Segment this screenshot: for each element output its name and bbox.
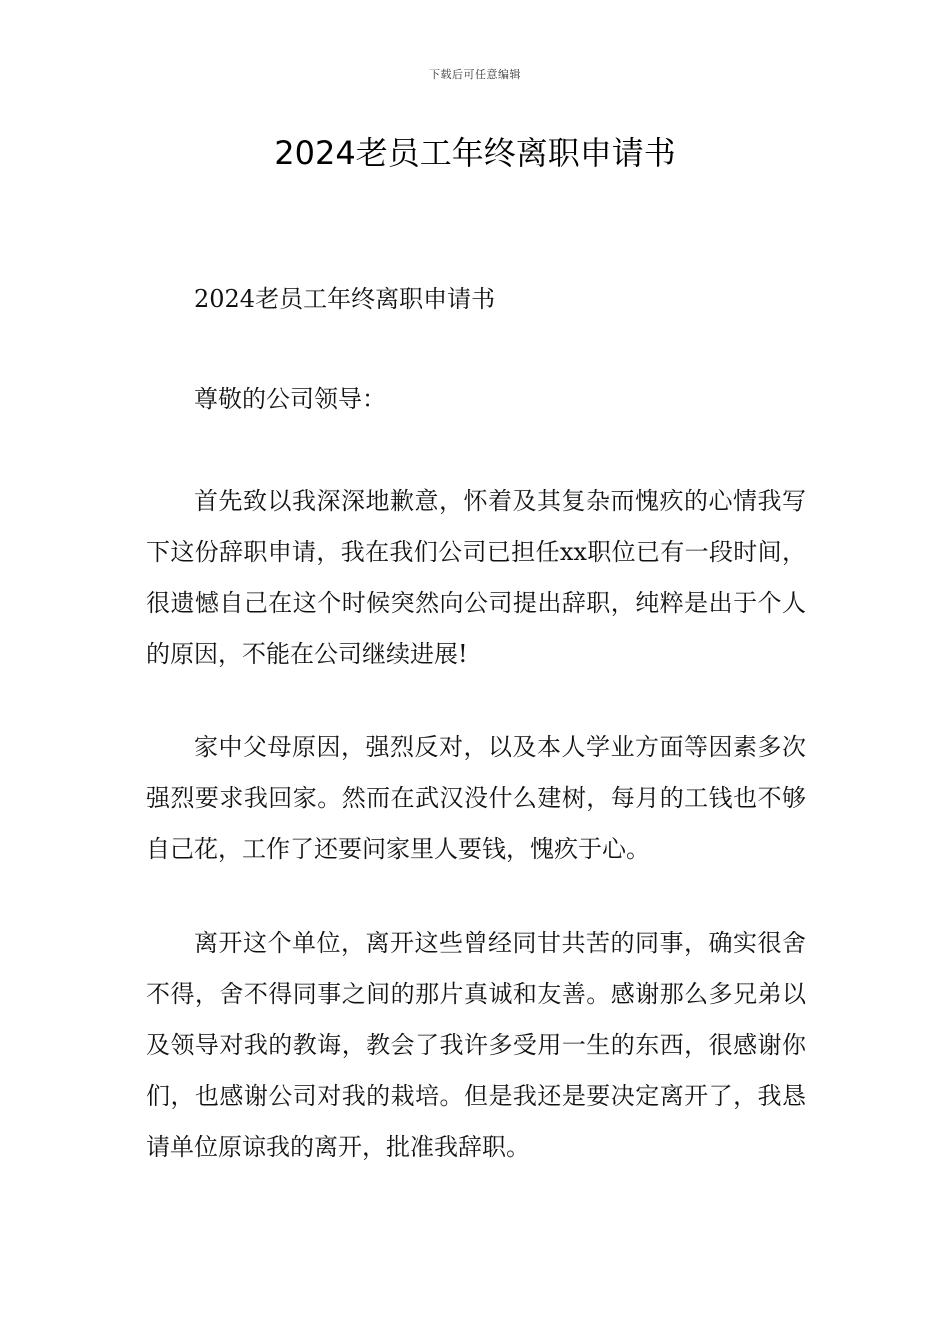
paragraph-apology: 首先致以我深深地歉意，怀着及其复杂而愧疚的心情我写下这份辞职申请，我在我们公司已担任xx职位已有一段时间，很遗憾自己在这个时候突然向公司提出辞职，纯粹是出于个人的原因，不能在公司继续进展! — [146, 487, 806, 668]
document-title: 2024老员工年终离职申请书 — [274, 134, 676, 172]
paragraph-family-reasons: 家中父母原因，强烈反对，以及本人学业方面等因素多次强烈要求我回家。然而在武汉没什么建树，每月的工钱也不够自己花，工作了还要问家里人要钱，愧疚于心。 — [146, 733, 806, 863]
paragraph-gratitude: 离开这个单位，离开这些曾经同甘共苦的同事，确实很舍不得，舍不得同事之间的那片真诚和友善。感谢那么多兄弟以及领导对我的教诲，教会了我许多受用一生的东西，很感谢你们，也感谢公司对我的栽培。但是我还是要决定离开了，我恳请单位原谅我的离开，批准我辞职。 — [146, 929, 806, 1161]
header-note: 下载后可任意编辑 — [429, 68, 521, 81]
document-subtitle: 2024老员工年终离职申请书 — [194, 285, 496, 313]
salutation: 尊敬的公司领导： — [194, 385, 386, 413]
